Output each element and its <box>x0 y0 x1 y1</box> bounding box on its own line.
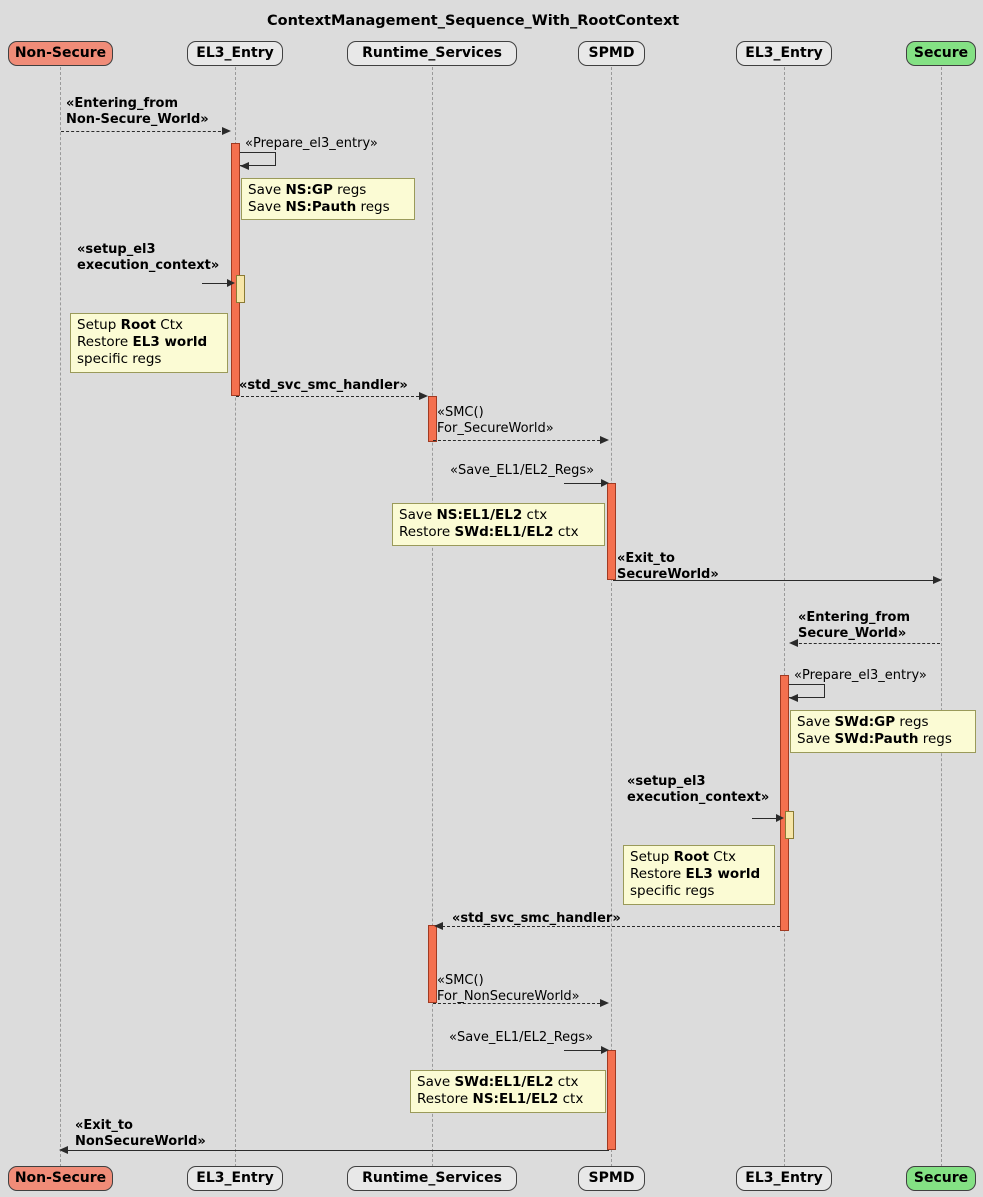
activation-spmd-second <box>607 1050 616 1150</box>
note-n5-line2: Restore EL3 world <box>630 866 761 882</box>
note-n4-line2: Save SWd:Pauth regs <box>797 731 952 747</box>
message-arrow-m11 <box>437 926 780 927</box>
diagram-title: ContextManagement_Sequence_With_RootContext <box>267 13 680 29</box>
message-arrow-m8 <box>794 643 940 644</box>
message-arrowhead-m10 <box>776 814 784 822</box>
note-n3 <box>392 503 605 546</box>
message-arrowhead-m2 <box>240 162 249 170</box>
message-label-m14-line2: NonSecureWorld» <box>75 1134 206 1149</box>
note-n6-line1: Save SWd:EL1/EL2 ctx <box>417 1074 579 1090</box>
note-n2-line2: Restore EL3 world <box>77 334 208 350</box>
message-arrow-m1 <box>61 131 226 132</box>
note-n3-line1: Save NS:EL1/EL2 ctx <box>399 507 548 523</box>
lifeline-secure <box>941 67 942 1167</box>
message-arrowhead-m11 <box>434 922 443 930</box>
message-label-m3-line1: «setup_el3 <box>77 242 156 257</box>
message-arrowhead-m8 <box>789 639 798 647</box>
note-n6-line2: Restore NS:EL1/EL2 ctx <box>417 1091 584 1107</box>
message-label-m5-line2: For_SecureWorld» <box>437 421 554 436</box>
note-n2-line3: specific regs <box>77 351 162 367</box>
activation-spmd-first <box>607 483 616 580</box>
activation-el3entry-right-setup <box>785 811 794 839</box>
message-label-m10-line1: «setup_el3 <box>627 774 706 789</box>
message-label-m6: «Save_EL1/EL2_Regs» <box>450 463 595 478</box>
participant-runtime-services-top[interactable]: Runtime_Services <box>347 41 517 66</box>
activation-el3entry-left-setup <box>236 275 245 303</box>
participant-nonsecure-top[interactable]: Non-Secure <box>8 41 113 66</box>
message-label-m5-line1: «SMC() <box>437 405 484 420</box>
note-n5-line1: Setup Root Ctx <box>630 849 736 865</box>
participant-runtime-services-bottom[interactable]: Runtime_Services <box>347 1166 517 1191</box>
participant-spmd-top[interactable]: SPMD <box>578 41 645 66</box>
message-arrowhead-m13 <box>601 1046 609 1054</box>
note-n5 <box>623 845 775 905</box>
message-arrowhead-m1 <box>222 127 231 135</box>
participant-secure-bottom[interactable]: Secure <box>906 1166 976 1191</box>
lifeline-el3entry-right <box>784 67 785 1167</box>
message-label-m4: «std_svc_smc_handler» <box>239 378 408 393</box>
note-n2 <box>70 313 228 373</box>
message-arrow-m13 <box>564 1050 604 1051</box>
note-n1 <box>241 178 415 220</box>
message-arrowhead-m14 <box>59 1146 68 1154</box>
message-arrowhead-m6 <box>601 479 609 487</box>
message-label-m11: «std_svc_smc_handler» <box>452 911 621 926</box>
note-n4-line1: Save SWd:GP regs <box>797 714 929 730</box>
message-arrowhead-m12 <box>600 999 609 1007</box>
message-arrow-m4 <box>236 396 424 397</box>
message-arrowhead-m9 <box>789 694 798 702</box>
note-n3-line2: Restore SWd:EL1/EL2 ctx <box>399 524 579 540</box>
message-arrowhead-m5 <box>600 436 609 444</box>
message-label-m8-line2: Secure_World» <box>798 626 907 641</box>
message-label-m7-line2: SecureWorld» <box>617 567 719 582</box>
participant-el3entry-right-top[interactable]: EL3_Entry <box>736 41 832 66</box>
message-label-m12-line2: For_NonSecureWorld» <box>437 989 580 1004</box>
message-arrow-m3 <box>202 283 230 284</box>
message-arrow-m6 <box>564 483 604 484</box>
message-label-m13: «Save_EL1/EL2_Regs» <box>449 1030 594 1045</box>
note-n5-line3: specific regs <box>630 883 715 899</box>
activation-runtime-first <box>428 396 437 442</box>
lifeline-nonsecure <box>60 67 61 1167</box>
note-n1-line1: Save NS:GP regs <box>248 182 367 198</box>
participant-el3entry-left-bottom[interactable]: EL3_Entry <box>187 1166 283 1191</box>
message-label-m3-line2: execution_context» <box>77 258 220 273</box>
activation-el3entry-right <box>780 675 789 931</box>
message-label-m1-line2: Non-Secure_World» <box>66 112 209 127</box>
message-label-m14-line1: «Exit_to <box>75 1118 133 1133</box>
activation-runtime-second <box>428 925 437 1003</box>
message-arrow-m5 <box>433 440 605 441</box>
note-n6 <box>410 1070 606 1113</box>
message-label-m12-line1: «SMC() <box>437 973 484 988</box>
message-label-m9: «Prepare_el3_entry» <box>794 668 927 683</box>
message-label-m8-line1: «Entering_from <box>798 610 911 625</box>
message-arrowhead-m3 <box>227 279 235 287</box>
note-n1-line2: Save NS:Pauth regs <box>248 199 390 215</box>
participant-spmd-bottom[interactable]: SPMD <box>578 1166 645 1191</box>
message-label-m10-line2: execution_context» <box>627 790 770 805</box>
message-label-m7-line1: «Exit_to <box>617 551 675 566</box>
message-arrow-m12 <box>433 1003 605 1004</box>
message-arrow-m7 <box>613 580 939 581</box>
message-arrowhead-m7 <box>933 576 942 584</box>
message-label-m2: «Prepare_el3_entry» <box>245 136 378 151</box>
lifeline-spmd <box>611 67 612 1167</box>
message-arrowhead-m4 <box>419 392 428 400</box>
message-arrow-m14 <box>64 1150 609 1151</box>
note-n2-line1: Setup Root Ctx <box>77 317 183 333</box>
participant-nonsecure-bottom[interactable]: Non-Secure <box>8 1166 113 1191</box>
message-label-m1-line1: «Entering_from <box>66 96 179 111</box>
note-n4 <box>790 710 976 753</box>
participant-el3entry-right-bottom[interactable]: EL3_Entry <box>736 1166 832 1191</box>
participant-el3entry-left-top[interactable]: EL3_Entry <box>187 41 283 66</box>
activation-el3entry-left <box>231 143 240 396</box>
participant-secure-top[interactable]: Secure <box>906 41 976 66</box>
